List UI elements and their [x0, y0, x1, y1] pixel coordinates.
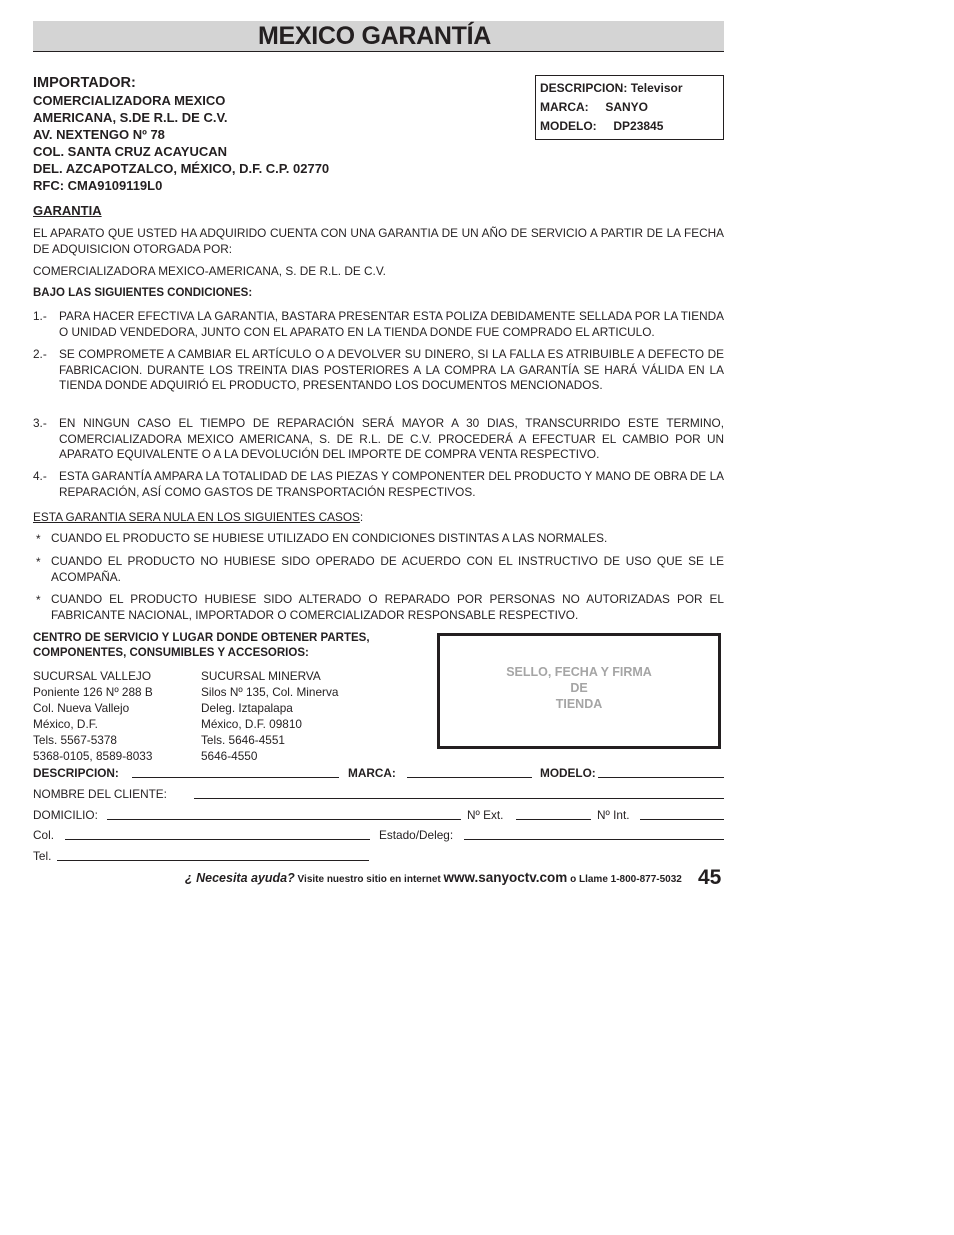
garantia-company: COMERCIALIZADORA MEXICO-AMERICANA, S. DE R.L. DE C.V.: [33, 264, 386, 278]
branch-line: SUCURSAL MINERVA: [201, 669, 321, 683]
null-cases-heading-text: ESTA GARANTIA SERA NULA EN LOS SIGUIENTES CASOS: [33, 510, 360, 524]
form-row-name: [33, 787, 724, 803]
product-description-row: [540, 79, 719, 98]
stamp-signature-box: [437, 633, 721, 749]
null-case-text: CUANDO EL PRODUCTO SE HUBIESE UTILIZADO EN CONDICIONES DISTINTAS A LAS NORMALES.: [51, 531, 608, 545]
product-brand-label: MARCA:: [540, 100, 589, 114]
asterisk-bullet: *: [36, 532, 41, 546]
product-brand-row: [540, 98, 719, 117]
condition-text: ESTA GARANTÍA AMPARA LA TOTALIDAD DE LAS PIEZAS Y COMPONENTER DEL PRODUCTO Y MANO DE OBRA DE LA REPARACIÓN, ASÍ COMO GASTOS DE TRANSPORTACIÓN RESPECTIVOS.: [59, 469, 724, 499]
branch-line: México, D.F. 09810: [201, 717, 302, 731]
condition-number: 1.-: [33, 309, 47, 323]
condition-text: EN NINGUN CASO EL TIEMPO DE REPARACIÓN SERÁ MAYOR A 30 DIAS, TRANSCURRIDO ESTE TERMINO, COMERCIALIZADORA MEXICO AMERICANA, S. DE R.L. DE C.V. PROCEDERÁ A EFECTUAR EL CAMBIO POR UN APARATO EQUIVALENTE O A LA DEVOLUCIÓN DEL IMPORTE DE COMPRA VENTA RESPECTIVO.: [59, 416, 724, 461]
branch-line: Poniente 126 Nº 288 B: [33, 685, 153, 699]
condition-text: SE COMPROMETE A CAMBIAR EL ARTÍCULO O A DEVOLVER SU DINERO, SI LA FALLA ES ATRIBUIBLE A DEFECTO DE FABRICACION. DURANTE LOS TREINTA DIAS POSTERIORES A LA COMPRA LA GARANTÍA SE HARÁ VÁLIDA EN LA TIENDA DONDE ADQUIRIÓ EL PRODUCTO, PRESENTANDO LOS DOCUMENTOS MENCIONADOS.: [59, 347, 724, 392]
form-model-label: MODELO:: [540, 766, 596, 780]
form-col-label: Col.: [33, 828, 54, 842]
service-heading-line: COMPONENTES, CONSUMIBLES Y ACCESORIOS:: [33, 647, 309, 659]
branch-line: 5646-4550: [201, 749, 258, 763]
form-row-tel: [33, 849, 724, 865]
branch-line: 5368-0105, 8589-8033: [33, 749, 153, 763]
branch-vallejo: [33, 668, 153, 764]
form-row-address: [33, 808, 724, 824]
product-description-label: DESCRIPCION:: [540, 81, 628, 95]
importer-line: DEL. AZCAPOTZALCO, MÉXICO, D.F. C.P. 02770: [33, 161, 330, 176]
condition-item: [33, 347, 724, 394]
garantia-heading: GARANTIA: [33, 203, 102, 218]
form-int-number-label: Nº Int.: [597, 808, 630, 822]
null-case-item: [33, 592, 724, 623]
service-center-heading: [33, 631, 433, 661]
null-case-text: CUANDO EL PRODUCTO NO HUBIESE SIDO OPERADO DE ACUERDO CON EL INSTRUCTIVO DE USO QUE SE LE ACOMPAÑA.: [51, 554, 724, 584]
condition-item: [33, 416, 724, 463]
form-client-name-field[interactable]: [194, 787, 724, 799]
asterisk-bullet: *: [36, 593, 41, 607]
help-visit-text: Visite nuestro sitio en internet: [297, 874, 441, 885]
website-link[interactable]: www.sanyoctv.com: [443, 870, 568, 885]
form-address-field[interactable]: [107, 808, 461, 820]
page-title: MEXICO GARANTÍA: [258, 22, 492, 50]
help-phone-text: o Llame 1-800-877-5032: [570, 874, 682, 885]
product-info-box: [535, 75, 724, 140]
product-model-value: DP23845: [613, 119, 664, 133]
null-cases-colon: :: [359, 510, 364, 524]
form-ext-number-field[interactable]: [516, 808, 591, 820]
condition-text: PARA HACER EFECTIVA LA GARANTIA, BASTARA PRESENTAR ESTA POLIZA DEBIDAMENTE SELLADA POR LA TIENDA O UNIDAD VENDEDORA, JUNTO CON EL APARATO EN LA TIENDA DONDE FUE COMPRADO EL ARTICULO.: [59, 309, 724, 339]
condition-number: 4.-: [33, 469, 47, 483]
importer-heading: IMPORTADOR:: [33, 75, 136, 91]
null-cases-heading: [33, 510, 363, 524]
conditions-heading: BAJO LAS SIGUIENTES CONDICIONES:: [33, 287, 253, 299]
branch-line: Tels. 5646-4551: [201, 733, 285, 747]
null-case-item: [33, 531, 724, 547]
branch-minerva: [201, 668, 338, 764]
form-address-label: DOMICILIO:: [33, 808, 98, 822]
form-phone-label: Tel.: [33, 849, 52, 863]
form-state-label: Estado/Deleg:: [379, 828, 454, 842]
asterisk-bullet: *: [36, 555, 41, 569]
form-row-col: [33, 828, 724, 844]
null-case-text: CUANDO EL PRODUCTO HUBIESE SIDO ALTERADO O REPARADO POR PERSONAS NO AUTORIZADAS POR EL FABRICANTE NACIONAL, IMPORTADOR O COMERCIALIZADOR RESPONSABLE RESPECTIVO.: [51, 592, 724, 622]
form-row-product: [33, 766, 724, 782]
importer-line: COMERCIALIZADORA MEXICO: [33, 93, 226, 108]
stamp-label-line: TIENDA: [555, 697, 603, 711]
branch-line: SUCURSAL VALLEJO: [33, 669, 152, 683]
service-heading-line: CENTRO DE SERVICIO Y LUGAR DONDE OBTENER PARTES,: [33, 632, 370, 644]
importer-line: AMERICANA, S.DE R.L. DE C.V.: [33, 110, 228, 125]
branch-line: Col. Nueva Vallejo: [33, 701, 130, 715]
garantia-intro: EL APARATO QUE USTED HA ADQUIRIDO CUENTA CON UNA GARANTIA DE UN AÑO DE SERVICIO A PARTIR DE LA FECHA DE ADQUISICION OTORGADA POR:: [33, 226, 724, 256]
page-number: 45: [698, 866, 722, 889]
title-bar: [33, 21, 724, 52]
product-model-label: MODELO:: [540, 119, 597, 133]
form-brand-label: MARCA:: [348, 766, 396, 780]
importer-line: COL. SANTA CRUZ ACAYUCAN: [33, 144, 228, 159]
stamp-label-line: DE: [570, 681, 588, 695]
branch-line: Tels. 5567-5378: [33, 733, 117, 747]
form-state-field[interactable]: [464, 828, 724, 840]
form-int-number-field[interactable]: [640, 808, 724, 820]
null-case-item: [33, 554, 724, 585]
condition-item: [33, 469, 724, 500]
form-model-field[interactable]: [598, 766, 724, 778]
help-footer: [185, 870, 682, 885]
form-description-field[interactable]: [132, 766, 339, 778]
help-question: ¿ Necesita ayuda?: [185, 871, 295, 885]
branch-line: México, D.F.: [33, 717, 98, 731]
importer-line: AV. NEXTENGO Nº 78: [33, 127, 165, 142]
stamp-label-line: SELLO, FECHA Y FIRMA: [506, 665, 652, 679]
branch-line: Deleg. Iztapalapa: [201, 701, 293, 715]
form-description-label: DESCRIPCION:: [33, 766, 119, 780]
form-client-name-label: NOMBRE DEL CLIENTE:: [33, 787, 167, 801]
product-brand-value: SANYO: [605, 100, 649, 114]
form-brand-field[interactable]: [407, 766, 532, 778]
branch-line: Silos Nº 135, Col. Minerva: [201, 685, 339, 699]
product-description-value: Televisor: [630, 81, 683, 95]
form-phone-field[interactable]: [57, 849, 369, 861]
importer-line: RFC: CMA9109119L0: [33, 178, 163, 193]
form-col-field[interactable]: [65, 828, 370, 840]
importer-block: [33, 74, 453, 194]
condition-number: 3.-: [33, 416, 47, 430]
form-ext-number-label: Nº Ext.: [467, 808, 504, 822]
product-model-row: [540, 117, 719, 136]
condition-item: [33, 309, 724, 340]
condition-number: 2.-: [33, 347, 47, 361]
